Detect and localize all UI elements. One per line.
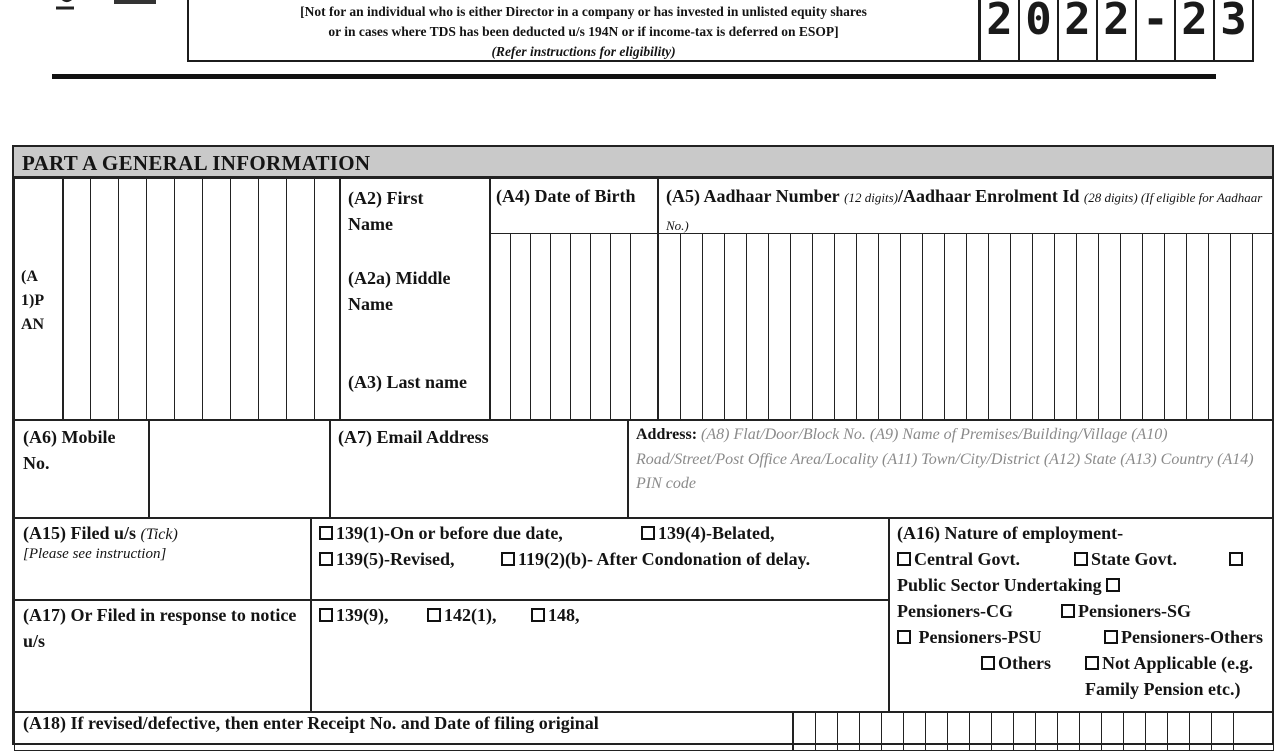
notice-option-142-1[interactable]: 142(1), (427, 602, 497, 628)
checkbox-icon[interactable] (501, 552, 515, 566)
eligibility-line-1: [Not for an individual who is either Director in a company or has invested in unlisted equity shares (300, 4, 867, 19)
employment-option-pensioners-cg[interactable]: Pensioners-CG (897, 601, 1013, 621)
filed-instruction-hint: [Please see instruction] (23, 546, 167, 562)
employment-option-pensioners-others[interactable]: Pensioners-Others (1104, 624, 1264, 650)
email-cell[interactable] (329, 419, 629, 519)
eligibility-line-3: (Refer instructions for eligibility) (491, 44, 676, 59)
eligibility-note (187, 0, 980, 62)
middle-name-label: (A2a) Middle Name (348, 268, 451, 314)
mobile-label-cell (14, 419, 150, 519)
revised-label: (A18) If revised/defective, then enter Receipt No. and Date of filing original (23, 713, 599, 733)
first-name-label: (A2) First Name (348, 188, 424, 234)
receipt-number-input[interactable] (792, 711, 1274, 751)
aadhaar-cell[interactable] (657, 178, 1274, 421)
header-divider (52, 74, 1216, 79)
mobile-input[interactable] (148, 419, 331, 519)
assessment-year-boxes (979, 0, 1252, 62)
checkbox-icon[interactable] (981, 656, 995, 670)
checkbox-icon[interactable] (897, 630, 911, 644)
checkbox-icon[interactable] (427, 608, 441, 622)
filed-label: (A15) Filed u/s (23, 523, 137, 543)
eligibility-line-2: or in cases where TDS has been deducted u/s 194N or if income-tax is deferred on ESOP] (328, 24, 839, 39)
employment-option-pensioners-psu[interactable]: Pensioners-PSU (897, 624, 1042, 650)
employment-option-psu[interactable]: Public Sector Undertaking (897, 572, 1123, 598)
employment-option-pensioners-sg[interactable]: Pensioners-SG (1061, 598, 1191, 624)
checkbox-icon[interactable] (1229, 552, 1243, 566)
notice-option-139-9[interactable]: 139(9), (319, 602, 389, 628)
checkbox-icon[interactable] (1061, 604, 1075, 618)
pan-label-cell (14, 178, 64, 421)
filed-label-cell (14, 517, 312, 601)
filed-option-119-2-b[interactable]: 119(2)(b)- After Condonation of delay. (501, 546, 881, 572)
year-digit: 3 (1213, 0, 1254, 62)
checkbox-icon[interactable] (1085, 656, 1099, 670)
checkbox-icon[interactable] (1106, 578, 1120, 592)
last-name-label: (A3) Last name (348, 372, 467, 392)
address-cell[interactable] (627, 419, 1274, 519)
aadhaar-hint-digits: (12 digits) (844, 190, 898, 205)
mobile-label: (A6) Mobile No. (23, 427, 116, 473)
checkbox-icon[interactable] (897, 552, 911, 566)
notice-label: (A17) Or Filed in response to notice u/s (23, 605, 297, 651)
filed-option-139-4[interactable]: 139(4)-Belated, (641, 520, 774, 546)
filed-options-cell (310, 517, 890, 601)
revised-label-cell (14, 711, 794, 751)
year-digit: 0 (1018, 0, 1059, 62)
name-fields-cell[interactable] (339, 178, 491, 421)
year-digit: 2 (1096, 0, 1137, 62)
address-label: Address: (636, 426, 698, 443)
employment-option-central-govt[interactable]: Central Govt. (897, 546, 1020, 572)
checkbox-icon[interactable] (319, 526, 333, 540)
employment-label: (A16) Nature of employment- (897, 523, 1124, 543)
notice-options-cell (310, 599, 890, 713)
year-digit: - (1135, 0, 1176, 62)
year-digit: 2 (1174, 0, 1215, 62)
employment-option-state-govt[interactable]: State Govt. (1074, 546, 1177, 572)
employment-option-others[interactable]: Others (981, 650, 1051, 676)
aadhaar-hint-eligibility: (28 digits) (If eligible for Aadhaar No.) (666, 190, 1263, 233)
notice-option-148[interactable]: 148, (531, 602, 580, 628)
part-a-form (12, 145, 1274, 745)
checkbox-icon[interactable] (1104, 630, 1118, 644)
pan-label: (A 1)P AN (21, 268, 45, 333)
checkbox-icon[interactable] (1074, 552, 1088, 566)
dob-label: (A4) Date of Birth (496, 186, 636, 206)
email-label: (A7) Email Address (338, 427, 489, 447)
filed-tick-hint: (Tick) (140, 526, 178, 543)
checkbox-icon[interactable] (319, 552, 333, 566)
year-digit: 2 (1057, 0, 1098, 62)
year-digit: 2 (979, 0, 1020, 62)
filed-option-139-5[interactable]: 139(5)-Revised, (319, 546, 454, 572)
aadhaar-enrolment-label: /Aadhaar Enrolment Id (897, 186, 1080, 206)
checkbox-icon[interactable] (531, 608, 545, 622)
form-logo-fragment (52, 0, 162, 14)
part-a-title: PART A GENERAL INFORMATION (14, 147, 1272, 178)
pan-input[interactable] (62, 178, 341, 421)
employment-cell (888, 517, 1274, 713)
checkbox-icon[interactable] (641, 526, 655, 540)
notice-label-cell (14, 599, 312, 713)
dob-cell[interactable] (489, 178, 659, 421)
address-hint: (A8) Flat/Door/Block No. (A9) Name of Premises/Building/Village (A10) Road/Street/Post Office Area/Locality (A11) Town/City/District (A12) State (A13) Country (A14) PIN code (636, 426, 1254, 492)
employment-option-not-applicable[interactable]: Not Applicable (e.g. Family Pension etc.) (1085, 653, 1253, 699)
employment-option-psu-checkbox[interactable] (1229, 546, 1246, 572)
checkbox-icon[interactable] (319, 608, 333, 622)
aadhaar-label: (A5) Aadhaar Number (666, 186, 840, 206)
filed-option-139-1[interactable]: 139(1)-On or before due date, (319, 520, 563, 546)
